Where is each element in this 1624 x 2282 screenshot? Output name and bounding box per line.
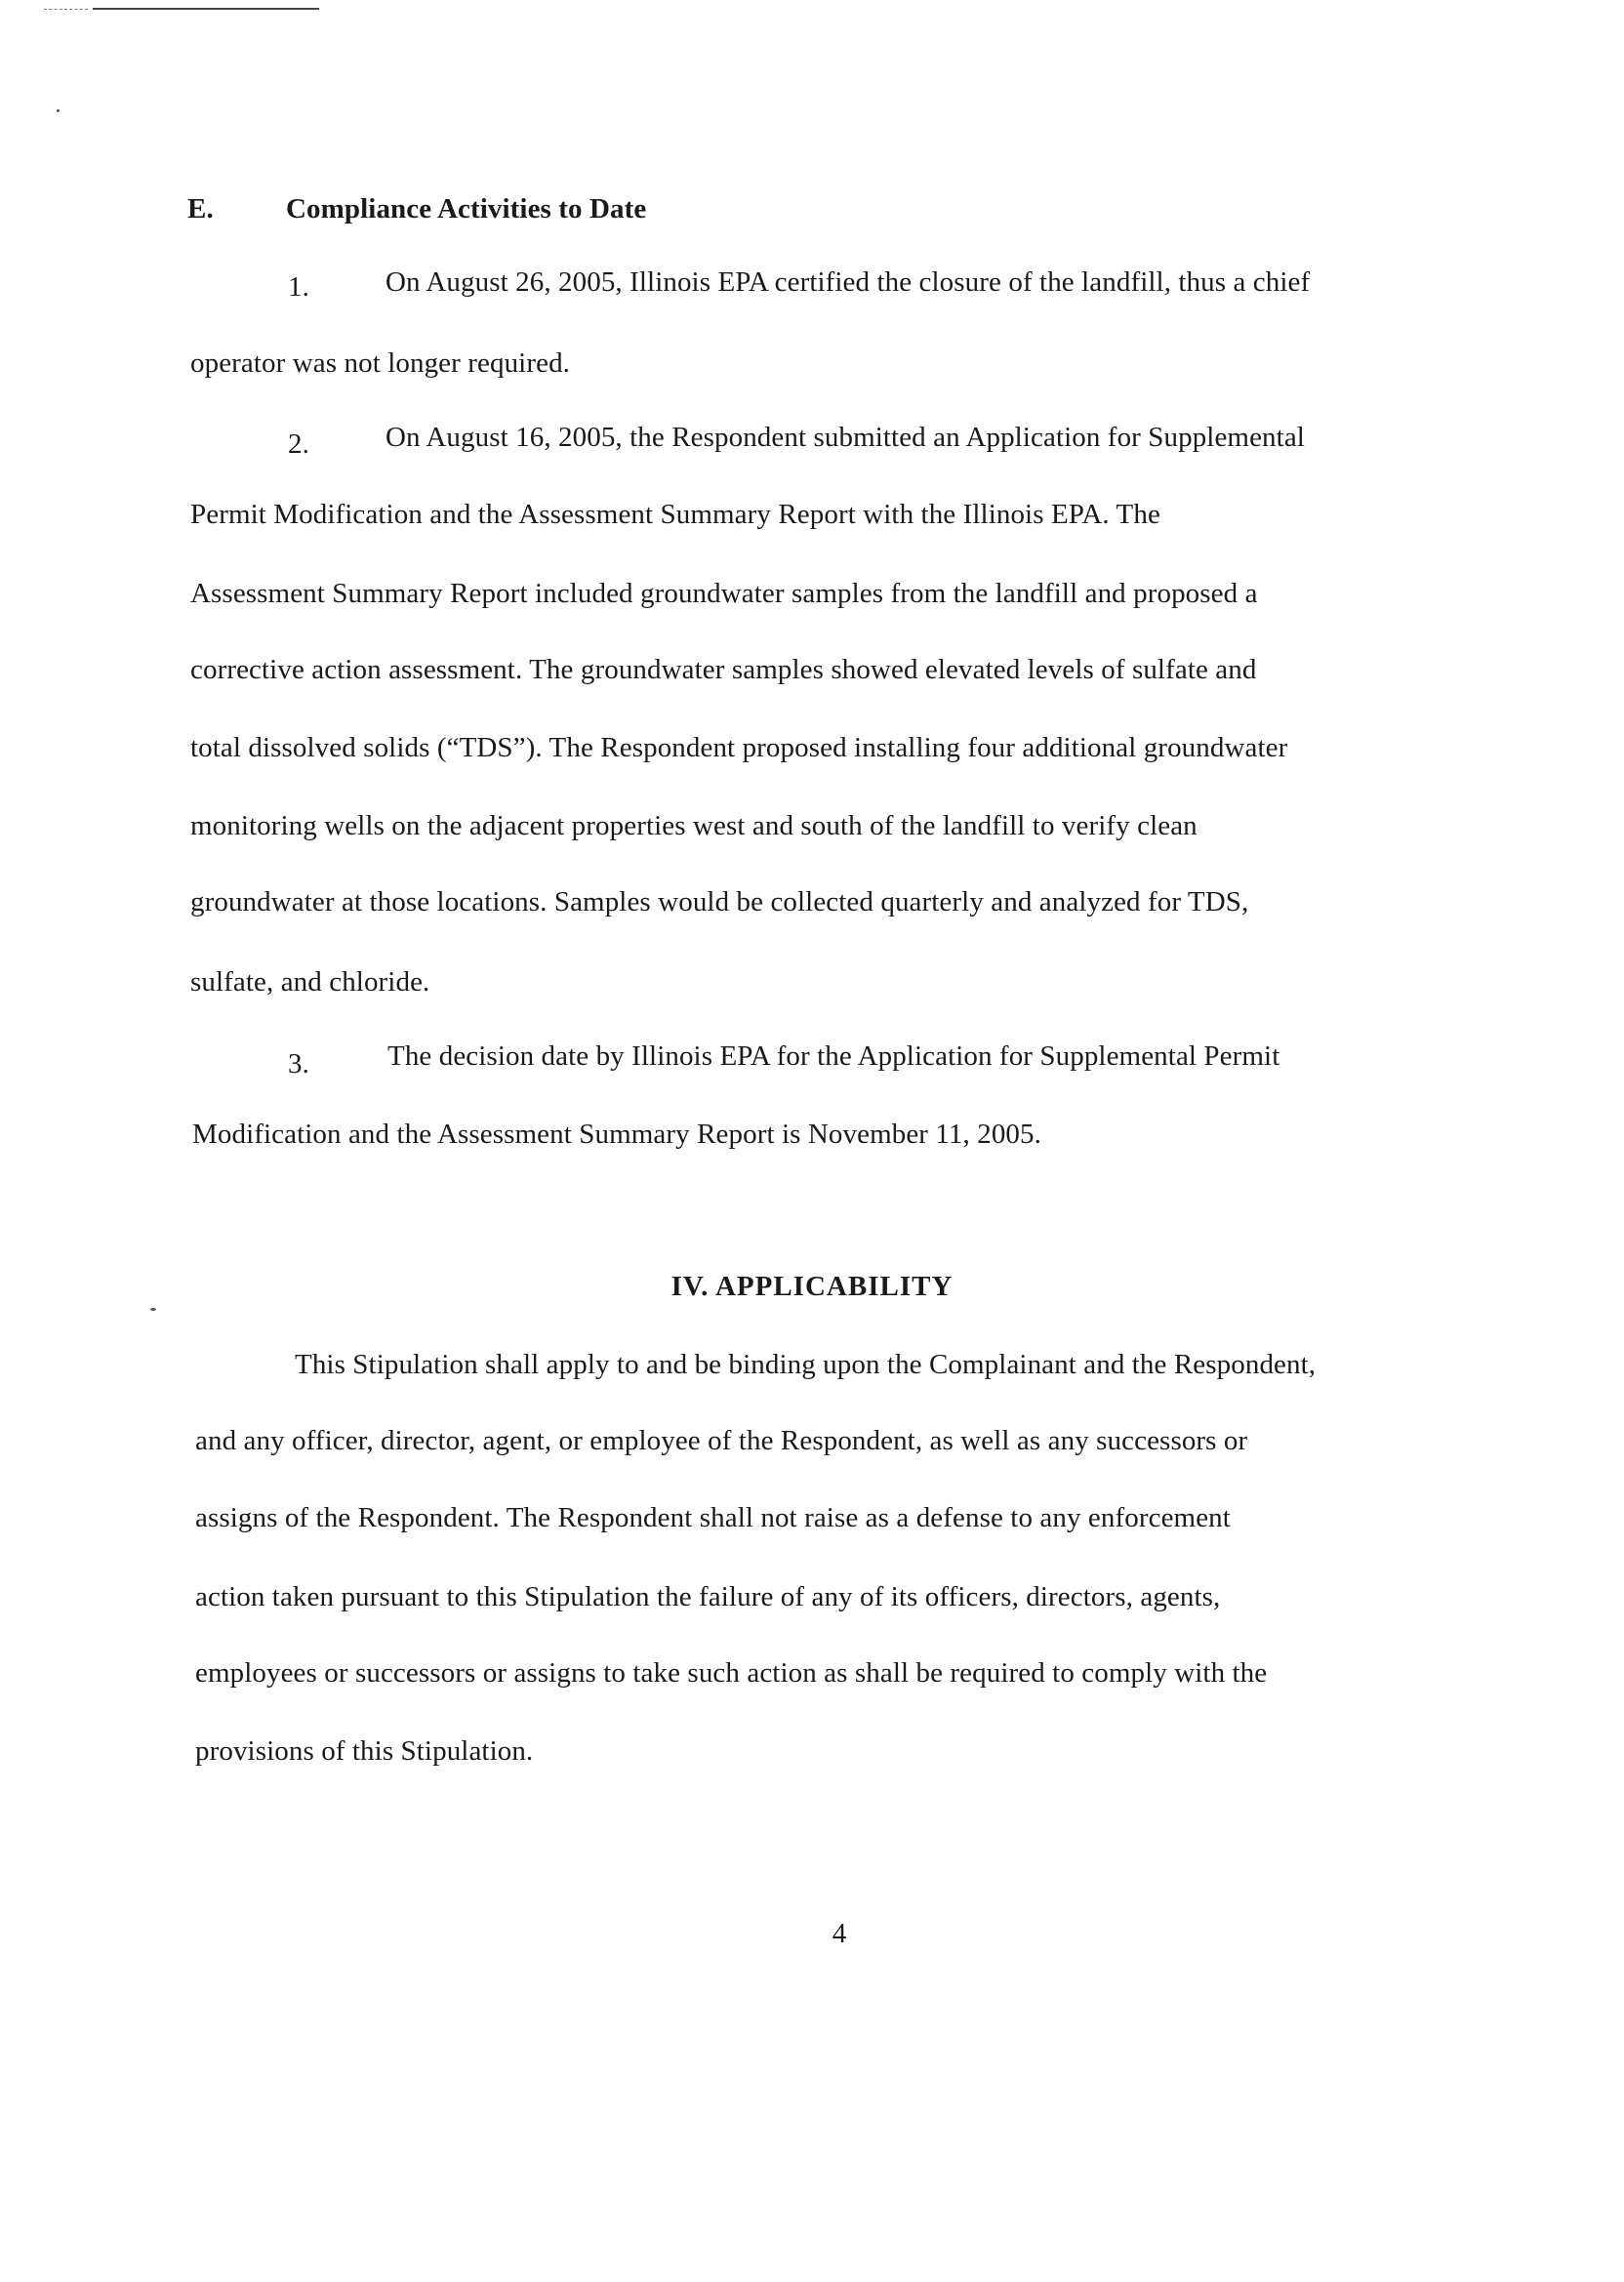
section-iv-heading: IV. APPLICABILITY	[670, 1271, 954, 1302]
item-2-line: monitoring wells on the adjacent properties west and south of the landfill to verify clean	[190, 810, 1198, 841]
page-number: 4	[832, 1918, 847, 1949]
scan-artifact-rule	[93, 8, 319, 10]
item-2-number: 2.	[288, 428, 309, 460]
section-e-title: Compliance Activities to Date	[286, 193, 647, 224]
applicability-line: and any officer, director, agent, or employee of the Respondent, as well as any successors or	[195, 1425, 1248, 1456]
item-2-line: Assessment Summary Report included groundwater samples from the landfill and proposed a	[190, 578, 1258, 609]
item-3-number: 3.	[288, 1048, 309, 1080]
item-2-line: groundwater at those locations. Samples would be collected quarterly and analyzed for TDS,	[190, 886, 1249, 917]
item-2-line: total dissolved solids (“TDS”). The Respondent proposed installing four additional groundwater	[190, 732, 1288, 763]
item-3-line: Modification and the Assessment Summary Report is November 11, 2005.	[192, 1119, 1041, 1150]
applicability-line: This Stipulation shall apply to and be binding upon the Complainant and the Respondent,	[295, 1349, 1317, 1380]
item-2-line: corrective action assessment. The groundwater samples showed elevated levels of sulfate and	[190, 654, 1257, 685]
applicability-line: assigns of the Respondent. The Respondent shall not raise as a defense to any enforcement	[195, 1502, 1231, 1533]
section-e-letter: E.	[187, 193, 214, 224]
scan-speck	[57, 109, 60, 112]
item-3-line: The decision date by Illinois EPA for the Application for Supplemental Permit	[387, 1040, 1280, 1072]
item-1-line: operator was not longer required.	[190, 347, 571, 379]
item-1-line: On August 26, 2005, Illinois EPA certified the closure of the landfill, thus a chief	[386, 266, 1311, 298]
item-2-line: On August 16, 2005, the Respondent submitted an Application for Supplemental	[386, 422, 1305, 453]
item-2-line: Permit Modification and the Assessment Summary Report with the Illinois EPA. The	[190, 499, 1160, 530]
scan-artifact-dash	[44, 9, 88, 11]
applicability-line: provisions of this Stipulation.	[195, 1735, 534, 1767]
scan-speck	[150, 1308, 156, 1311]
applicability-line: employees or successors or assigns to take such action as shall be required to comply with the	[195, 1657, 1268, 1689]
applicability-line: action taken pursuant to this Stipulation the failure of any of its officers, directors, agents,	[195, 1581, 1221, 1612]
item-2-line: sulfate, and chloride.	[190, 966, 430, 998]
item-1-number: 1.	[288, 271, 309, 303]
